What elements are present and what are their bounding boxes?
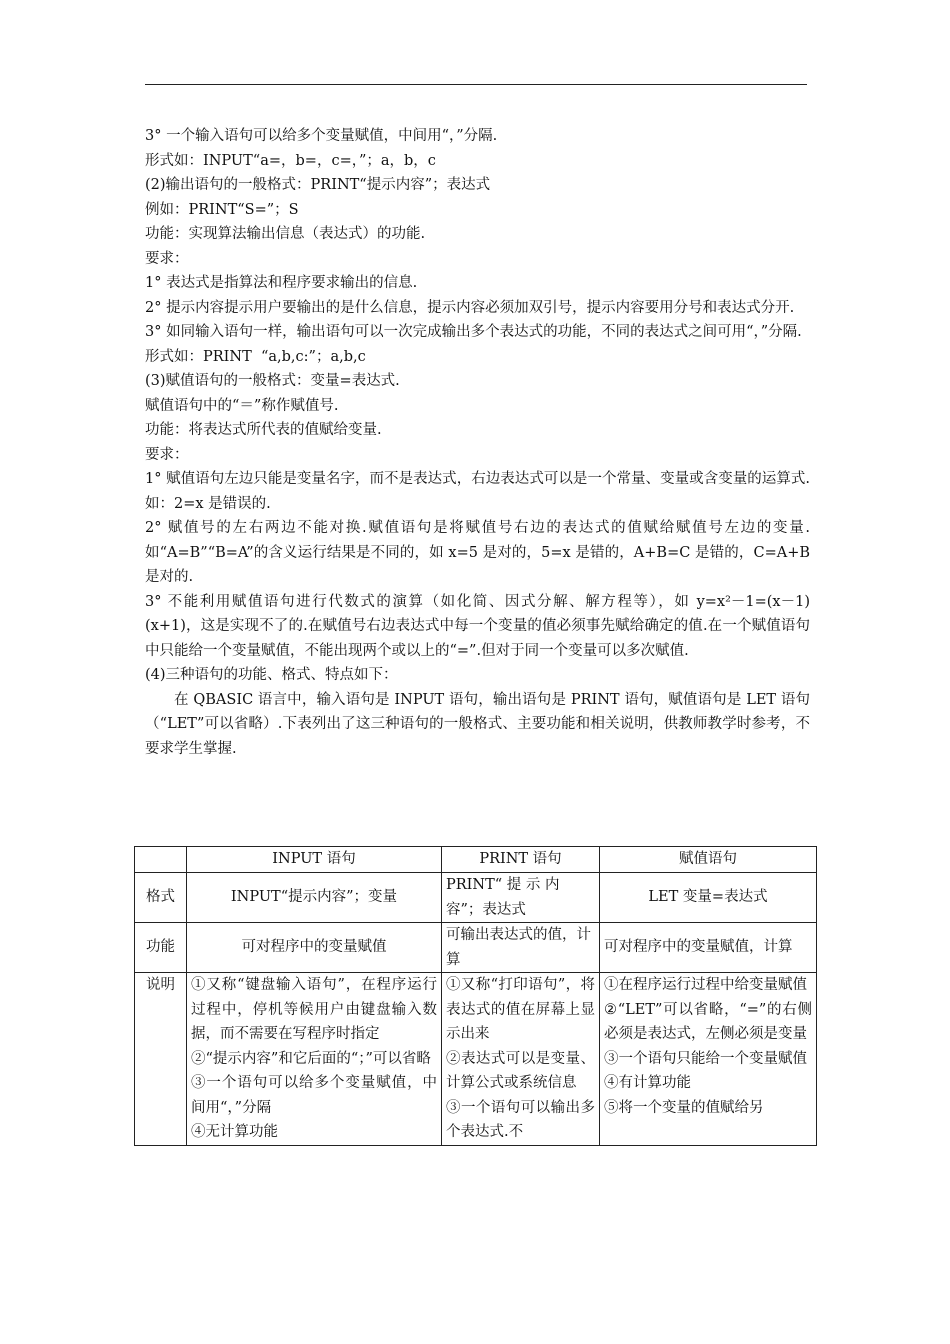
table-header-cell xyxy=(135,847,187,873)
note-line: ③一个语句只能给一个变量赋值 xyxy=(604,1050,807,1067)
table-cell: INPUT“提示内容”；变量 xyxy=(187,873,442,923)
table-cell xyxy=(187,973,442,1146)
paragraph: 要求： xyxy=(145,250,189,267)
note-line: ③一个语句可以给多个变量赋值，中间用“，”分隔 xyxy=(191,1075,437,1116)
table-cell: 可对程序中的变量赋值 xyxy=(187,923,442,973)
paragraph: 例如：PRINT“S=”；S xyxy=(145,201,299,218)
table-header-cell: 赋值语句 xyxy=(600,847,817,873)
note-line: ⑤将一个变量的值赋给另 xyxy=(604,1099,764,1116)
table-cell xyxy=(442,973,600,1146)
paragraph: 1° 赋值语句左边只能是变量名字，而不是表达式，右边表达式可以是一个常量、变量或含变量的运算式.如：2=x 是错误的. xyxy=(145,471,810,512)
row-label: 功能 xyxy=(135,923,187,973)
paragraph: 功能：将表达式所代表的值赋给变量. xyxy=(145,422,382,438)
header-rule xyxy=(145,84,807,85)
row-label: 格式 xyxy=(135,873,187,923)
paragraph: 2° 提示内容提示用户要输出的是什么信息，提示内容必须加双引号，提示内容要用分号和表达式分开. xyxy=(145,299,795,316)
paragraph: 赋值语句中的“＝”称作赋值号. xyxy=(145,397,339,414)
table-header-row xyxy=(135,847,817,873)
note-line: ④有计算功能 xyxy=(604,1075,691,1091)
note-line: ①又称“键盘输入语句”，在程序运行过程中，停机等候用户由键盘输入数据，而不需要在写程序时指定 xyxy=(191,977,437,1042)
paragraph: 形式如：PRINT “a,b,c:”；a,b,c xyxy=(145,348,366,365)
paragraph: 3° 一个输入语句可以给多个变量赋值，中间用“，”分隔. xyxy=(145,128,498,144)
table-cell xyxy=(600,973,817,1146)
note-line: ③一个语句可以输出多个表达式.不 xyxy=(446,1099,595,1140)
document-body xyxy=(145,124,815,761)
table-cell: 可输出表达式的值，计算 xyxy=(442,923,600,973)
note-line: ④无计算功能 xyxy=(191,1124,278,1140)
paragraph: 形式如：INPUT“a=，b=，c=，”；a，b，c xyxy=(145,152,436,169)
paragraph: 3° 不能利用赋值语句进行代数式的演算（如化简、因式分解、解方程等），如 y=x²－1=(x－1)(x+1)，这是实现不了的.在赋值号右边表达式中每一个变量的值必须事先赋给确定的值.在一个赋值语句中只能给一个变量赋值，不能出现两个或以上的“=”.但对于同一个变量可以多次赋值. xyxy=(145,593,810,659)
paragraph: (3)赋值语句的一般格式：变量=表达式. xyxy=(145,373,400,389)
table-row-format xyxy=(135,873,817,923)
paragraph: 要求： xyxy=(145,446,189,463)
note-line: ①在程序运行过程中给变量赋值 xyxy=(604,977,807,993)
table-cell: PRINT“ 提 示 内 容”；表达式 xyxy=(442,873,600,923)
note-line: ①又称“打印语句”，将表达式的值在屏幕上显示出来 xyxy=(446,977,595,1042)
table-cell: LET 变量=表达式 xyxy=(600,873,817,923)
table-header-cell: INPUT 语句 xyxy=(187,847,442,873)
statement-comparison-table xyxy=(134,846,817,1146)
table-cell: 可对程序中的变量赋值，计算 xyxy=(600,923,817,973)
row-label: 说明 xyxy=(135,973,187,1146)
paragraph: (2)输出语句的一般格式：PRINT“提示内容”；表达式 xyxy=(145,177,491,193)
paragraph: 1° 表达式是指算法和程序要求输出的信息. xyxy=(145,275,418,291)
paragraph: 在 QBASIC 语言中，输入语句是 INPUT 语句，输出语句是 PRINT 语句，赋值语句是 LET 语句（“LET”可以省略）.下表列出了这三种语句的一般格式、主要功能和相关说明，供教师教学时参考，不要求学生掌握. xyxy=(145,691,810,757)
table-header-cell: PRINT 语句 xyxy=(442,847,600,873)
note-line: ②表达式可以是变量、计算公式或系统信息 xyxy=(446,1050,595,1091)
note-line: ②“LET”可以省略，“=”的右侧必须是表达式，左侧必须是变量 xyxy=(604,1001,812,1042)
note-line: ②“提示内容”和它后面的“；”可以省略 xyxy=(191,1050,431,1067)
paragraph: 功能：实现算法输出信息（表达式）的功能. xyxy=(145,226,426,242)
paragraph: (4)三种语句的功能、格式、特点如下： xyxy=(145,667,398,683)
table-row-notes xyxy=(135,973,817,1146)
table-row-function xyxy=(135,923,817,973)
paragraph: 3° 如同输入语句一样，输出语句可以一次完成输出多个表达式的功能，不同的表达式之间可用“，”分隔. xyxy=(145,324,802,340)
paragraph: 2° 赋值号的左右两边不能对换.赋值语句是将赋值号右边的表达式的值赋给赋值号左边的变量.如“A=B”“B=A”的含义运行结果是不同的，如 x=5 是对的，5=x 是错的，A+B=C 是错的，C=A+B 是对的. xyxy=(145,520,815,585)
